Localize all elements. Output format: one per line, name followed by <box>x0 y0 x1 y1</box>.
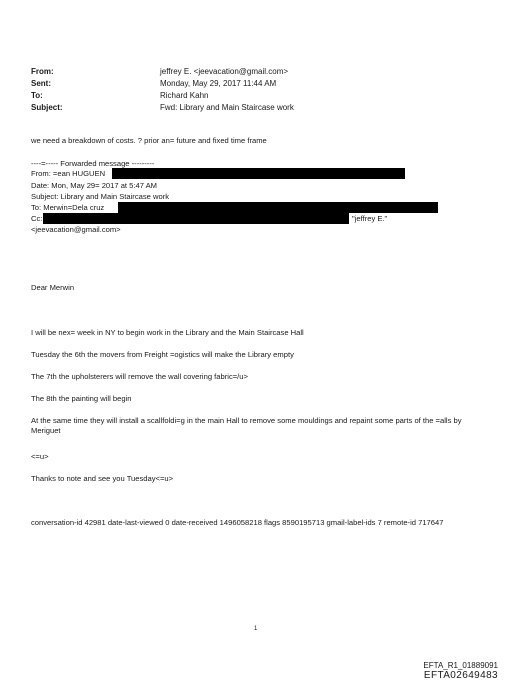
subject-value: Fwd: Library and Main Staircase work <box>160 103 294 112</box>
forwarded-from: From: =ean HUGUEN <box>31 169 106 178</box>
conversation-metadata: conversation-id 42981 date-last-viewed 0 date-received 1496058218 flags 8590195713 gmail-label-ids 7 remote-id 717647 <box>31 518 444 527</box>
page-number: 1 <box>254 626 258 632</box>
redaction-bar <box>43 213 349 224</box>
forwarded-marker: ----=----- Forwarded message --------- <box>31 159 155 168</box>
from-value: jeffrey E. <jeevacation@gmail.com> <box>160 67 289 76</box>
paragraph-6: <=u> <box>31 452 49 461</box>
email-header <box>31 66 471 114</box>
paragraph-5: At the same time they will install a scallfoldi=g in the main Hall to remove some mouldings and repaint some parts of the =alls by Meriguet <box>31 416 462 435</box>
redaction-bar <box>112 168 405 179</box>
redaction-bar <box>118 202 438 213</box>
greeting: Dear Merwin <box>31 283 75 292</box>
sent-value: Monday, May 29, 2017 11:44 AM <box>160 79 277 88</box>
subject-label: Subject: <box>31 103 63 112</box>
to-value: Richard Kahn <box>160 91 209 100</box>
document-id-secondary: EFTA02649483 <box>423 670 498 681</box>
sent-label: Sent: <box>31 79 51 88</box>
from-label: From: <box>31 67 54 76</box>
forwarded-cc-label: Cc: <box>31 214 43 223</box>
forwarded-subject: Subject: Library and Main Staircase work <box>31 192 170 201</box>
document-id-primary: EFTA_R1_01889091 <box>423 661 498 670</box>
paragraph-2: Tuesday the 6th the movers from Freight =ogistics will make the Library empty <box>31 350 294 359</box>
subject-row <box>31 102 471 114</box>
forwarded-to: To: Merwin=Dela cruz <box>31 203 105 212</box>
paragraph-3: The 7th the upholsterers will remove the wall covering fabric=/u> <box>31 372 248 381</box>
forwarded-cc-name: "jeffrey E." <box>352 214 388 223</box>
sent-row <box>31 78 471 90</box>
paragraph-7: Thanks to note and see you Tuesday<=u> <box>31 474 174 483</box>
forwarded-date: Date: Mon, May 29= 2017 at 5:47 AM <box>31 181 158 190</box>
from-row <box>31 66 471 78</box>
paragraph-4: The 8th the painting will begin <box>31 394 132 403</box>
to-label: To: <box>31 91 43 100</box>
body-line-1: we need a breakdown of costs. ? prior an= future and fixed time frame <box>31 136 267 145</box>
forwarded-cc-email: <jeevacation@gmail.com> <box>31 225 121 234</box>
to-row <box>31 90 471 102</box>
paragraph-1: I will be nex= week in NY to begin work in the Library and the Main Staircase Hall <box>31 328 304 337</box>
